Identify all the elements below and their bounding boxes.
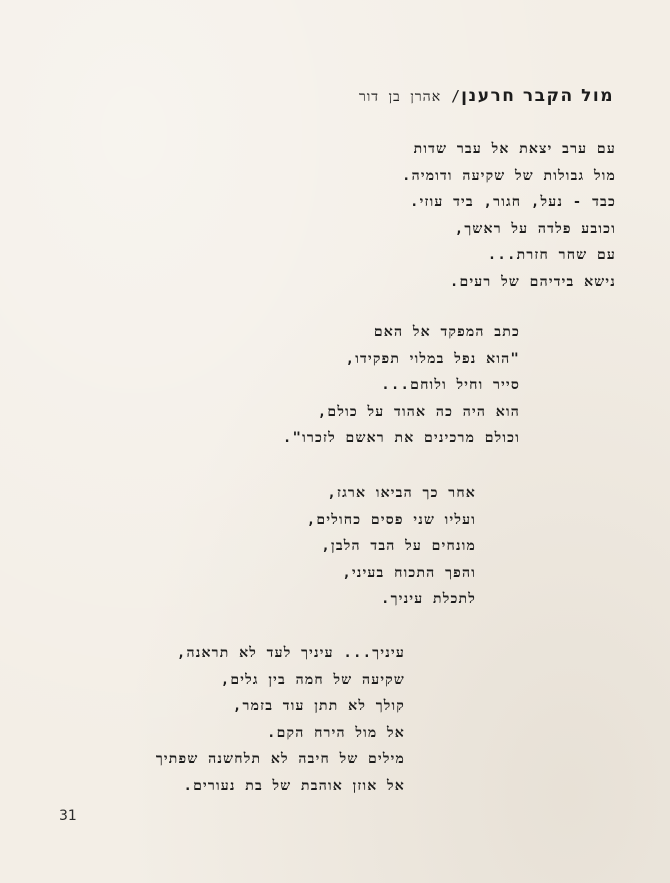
poem-line: קולך לא תתן עוד בזמר, — [232, 698, 405, 714]
poem-line: כתב המפקד אל האם — [373, 324, 520, 340]
poem-line: נישא בידיהם של רעים. — [449, 273, 616, 290]
poem-line: "הוא נפל במלוי תפקידו, — [345, 350, 520, 367]
poem-line: אחר כך הביאו ארגז, — [327, 485, 476, 501]
poem-line: עיניך... עיניך לעד לא תראנה, — [176, 645, 405, 661]
poem-line: והפך התכוח בעיני, — [342, 564, 476, 581]
poem-line: עם ערב יצאת אל עבר שדות — [413, 141, 616, 157]
poem-line: וכולם מרכינים את ראשם לזכרו". — [282, 430, 520, 446]
stanza-3 — [307, 480, 476, 613]
poem-line: וכובע פלדה על ראשך, — [454, 220, 616, 237]
poem-line: ועליו שני פסים כחולים, — [306, 511, 476, 528]
poem-line: מול גבולות של שקיעה ודומיה. — [401, 167, 616, 184]
poem-line: מונחים על הבד הלבן, — [321, 538, 476, 554]
page-number: 31 — [59, 808, 77, 824]
poem-line: הוא היה כה אהוד על כולם, — [317, 403, 520, 420]
poem-author: אהרן בן דור — [358, 89, 442, 105]
poem-line: סייר וחיל ולוחם... — [381, 377, 520, 393]
poem-line: שקיעה של חמה בין גלים, — [220, 671, 405, 688]
stanza-4 — [156, 640, 405, 799]
poem-line: לתכלת עיניך. — [381, 591, 476, 607]
poem-heading — [359, 86, 614, 106]
poem-line: עם שחר חזרת... — [487, 247, 616, 263]
stanza-2 — [283, 319, 520, 452]
title-separator: / — [451, 87, 462, 105]
poem-line: כבד - נעל, חגור, ביד עוזי. — [409, 194, 616, 210]
poem-line: אל מול הירח הקם. — [266, 724, 405, 741]
poem-line: מילים של חיבה לא תלחשנה שפתיך — [155, 751, 405, 767]
poem-line: אל אוזן אוהבת של בת נעורים. — [183, 777, 405, 794]
stanza-1 — [402, 136, 616, 295]
poem-title: מול הקבר חרענן — [461, 86, 614, 106]
